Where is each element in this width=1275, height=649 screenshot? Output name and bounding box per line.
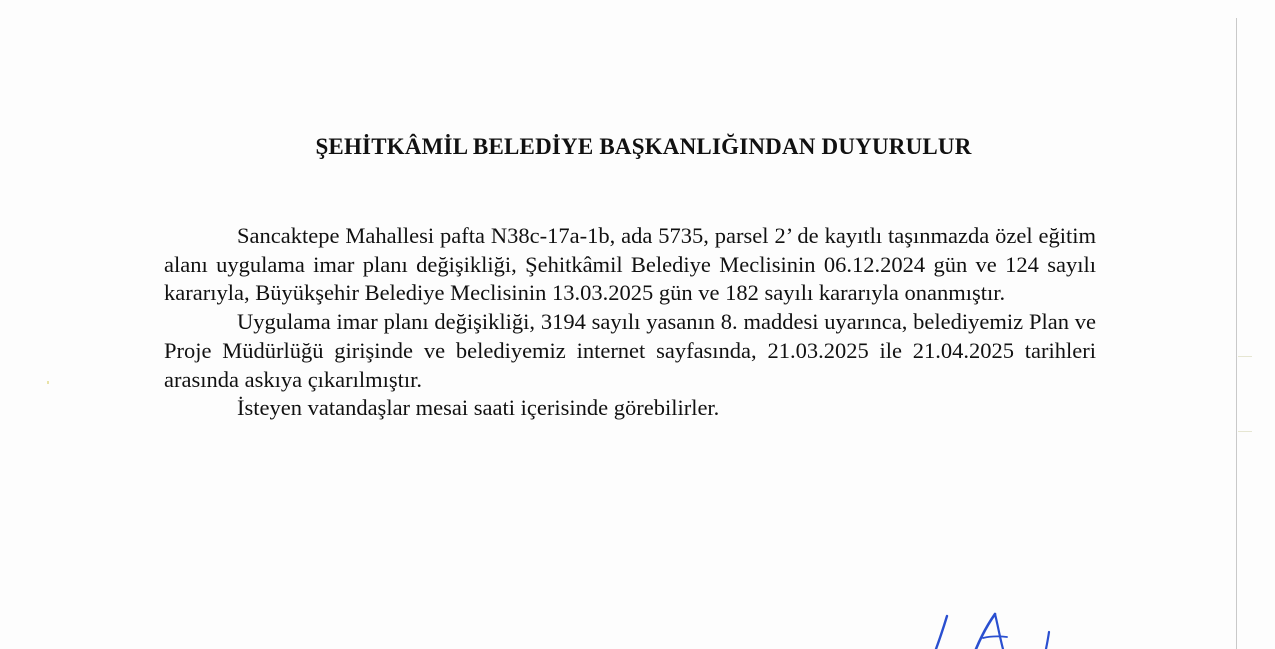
document-body	[164, 222, 1096, 423]
paragraph-plan-approval: Sancaktepe Mahallesi pafta N38c-17a-1b, ada 5735, parsel 2’ de kayıtlı taşınmazda özel eğitim alanı uygulama imar planı değişikliği, Şehitkâmil Belediye Meclisinin 06.12.2024 gün ve 124 sayılı kararıyla, Büyükşehir Belediye Meclisinin 13.03.2025 gün ve 182 sayılı kararıyla onanmıştır.	[164, 223, 1096, 306]
page-title: ŞEHİTKÂMİL BELEDİYE BAŞKANLIĞINDAN DUYURULUR	[315, 134, 972, 159]
scan-edge-line	[1236, 18, 1237, 649]
scan-speck	[47, 381, 49, 384]
scan-mark	[1238, 431, 1252, 432]
scan-mark	[1238, 356, 1252, 357]
signature-icon	[925, 610, 1075, 649]
paragraph-viewing-info: İsteyen vatandaşlar mesai saati içerisinde görebilirler.	[237, 395, 720, 421]
paragraph-public-display: Uygulama imar planı değişikliği, 3194 sayılı yasanın 8. maddesi uyarınca, belediyemiz Plan ve Proje Müdürlüğü girişinde ve belediyemiz internet sayfasında, 21.03.2025 ile 21.04.2025 tarihleri arasında askıya çıkarılmıştır.	[164, 309, 1096, 392]
